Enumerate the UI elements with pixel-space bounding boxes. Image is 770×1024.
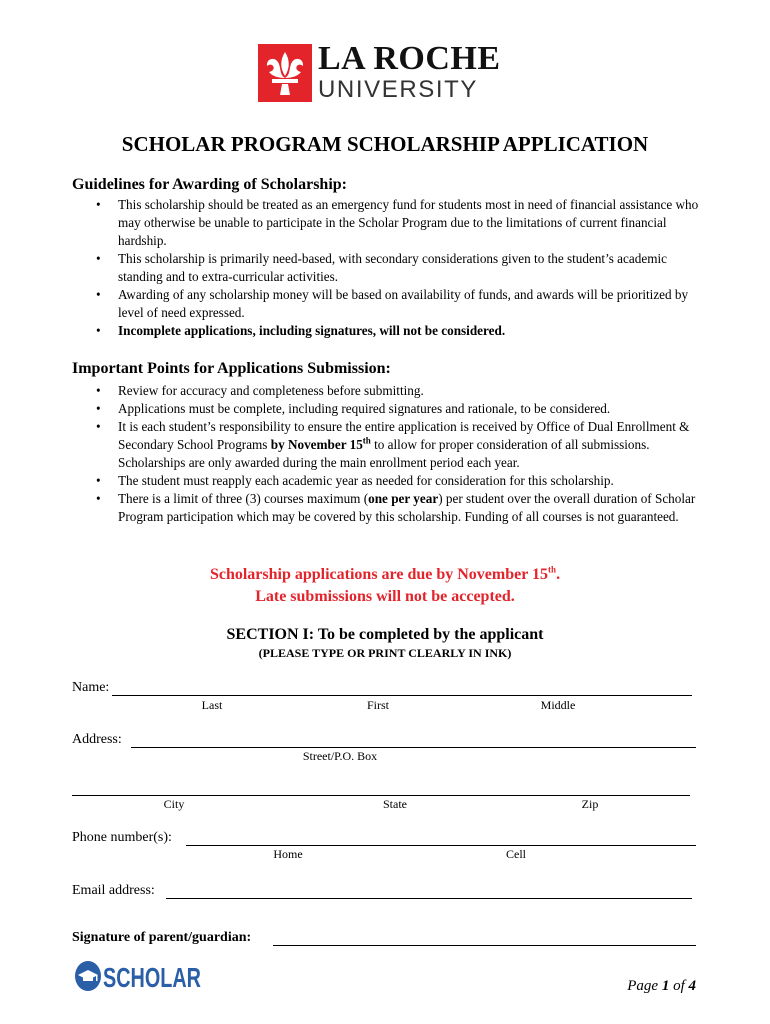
phone-label: Phone number(s): xyxy=(72,830,172,845)
name-sub-first: First xyxy=(366,698,389,712)
name-sub-last: Last xyxy=(201,698,223,712)
name-sub-middle: Middle xyxy=(540,698,576,712)
list-item: • Awarding of any scholarship money will be based on availability of funds, and awards will be prioritized by level of need expressed. xyxy=(72,286,702,322)
notice-text: Scholarship applications are due by November 15 xyxy=(209,566,549,583)
page-prefix: Page xyxy=(627,978,662,994)
list-text: ) per student over the overall duration of Scholar Program participation which may be covered by this scholarship. Funding of all courses is not guaranteed. xyxy=(118,491,696,524)
list-item xyxy=(72,490,702,526)
name-field[interactable] xyxy=(112,695,692,696)
list-item xyxy=(72,418,702,472)
fleur-de-lis-icon xyxy=(258,44,312,102)
university-name-line1: LA ROCHE xyxy=(318,40,501,77)
list-text: There is a limit of three (3) courses maximum ( xyxy=(118,491,369,506)
list-item: • This scholarship is primarily need-based, with secondary considerations given to the student’s academic standing and to extra-curricular activities. xyxy=(72,250,702,286)
page-title: SCHOLAR PROGRAM SCHOLARSHIP APPLICATION xyxy=(121,132,649,156)
list-item: • The student must reapply each academic year as needed for consideration for this scholarship. xyxy=(72,472,702,490)
email-label: Email address: xyxy=(72,883,155,898)
phone-sub-home: Home xyxy=(273,847,303,861)
page-mid: of xyxy=(669,978,689,994)
bold-text: Incomplete applications, including signatures, will not be considered. xyxy=(118,323,506,338)
address-label: Address: xyxy=(72,732,122,747)
list-text: It is each student’s responsibility to ensure the entire application is received by Office of Dual Enrollment & Secondary School Programs xyxy=(118,419,690,452)
guidelines-list xyxy=(72,196,702,340)
section-title: SECTION I: To be completed by the applicant xyxy=(226,626,544,643)
late-notice: Late submissions will not be accepted. xyxy=(255,588,515,605)
bold-text: one per year xyxy=(368,491,439,506)
address-sub-street: Street/P.O. Box xyxy=(302,749,378,763)
guidelines-heading: Guidelines for Awarding of Scholarship: xyxy=(72,176,347,193)
points-heading: Important Points for Applications Submission: xyxy=(72,360,391,377)
list-item: • Applications must be complete, including required signatures and rationale, to be considered. xyxy=(72,400,702,418)
list-text: to allow for proper consideration of all submissions. Scholarships are only awarded during the main enrollment period each year. xyxy=(118,437,650,470)
email-field[interactable] xyxy=(166,898,692,899)
name-label: Name: xyxy=(72,680,110,695)
page-total: 4 xyxy=(688,978,696,994)
zip-sub: Zip xyxy=(581,797,599,811)
deadline-text: by November 15 xyxy=(270,437,363,452)
page-number xyxy=(627,978,696,995)
city-state-zip-field[interactable] xyxy=(72,795,690,796)
list-item: • This scholarship should be treated as an emergency fund for students most in need of financial assistance who may otherwise be unable to participate in the Scholar Program due to the limitations of current financial hardship. xyxy=(72,196,702,250)
state-sub: State xyxy=(383,797,407,811)
section-subtitle: (PLEASE TYPE OR PRINT CLEARLY IN INK) xyxy=(258,646,512,660)
ordinal-suffix: th xyxy=(548,564,557,575)
address-field[interactable] xyxy=(131,747,696,748)
scholar-logo-text: SCHOLAR xyxy=(103,962,201,993)
phone-field[interactable] xyxy=(186,845,696,846)
scholar-logo xyxy=(74,958,204,994)
phone-sub-cell: Cell xyxy=(506,847,526,861)
signature-field[interactable] xyxy=(273,945,696,946)
page-current: 1 xyxy=(661,978,670,994)
due-date-notice xyxy=(0,566,770,584)
notice-text: . xyxy=(556,566,561,583)
graduation-cap-icon xyxy=(75,961,101,991)
points-list xyxy=(72,382,702,526)
list-item: • Review for accuracy and completeness before submitting. xyxy=(72,382,702,400)
list-item xyxy=(72,322,702,340)
signature-label: Signature of parent/guardian: xyxy=(72,930,252,945)
university-name-line2: UNIVERSITY xyxy=(318,76,479,103)
ordinal-suffix: th xyxy=(362,435,371,446)
city-sub: City xyxy=(163,797,185,811)
